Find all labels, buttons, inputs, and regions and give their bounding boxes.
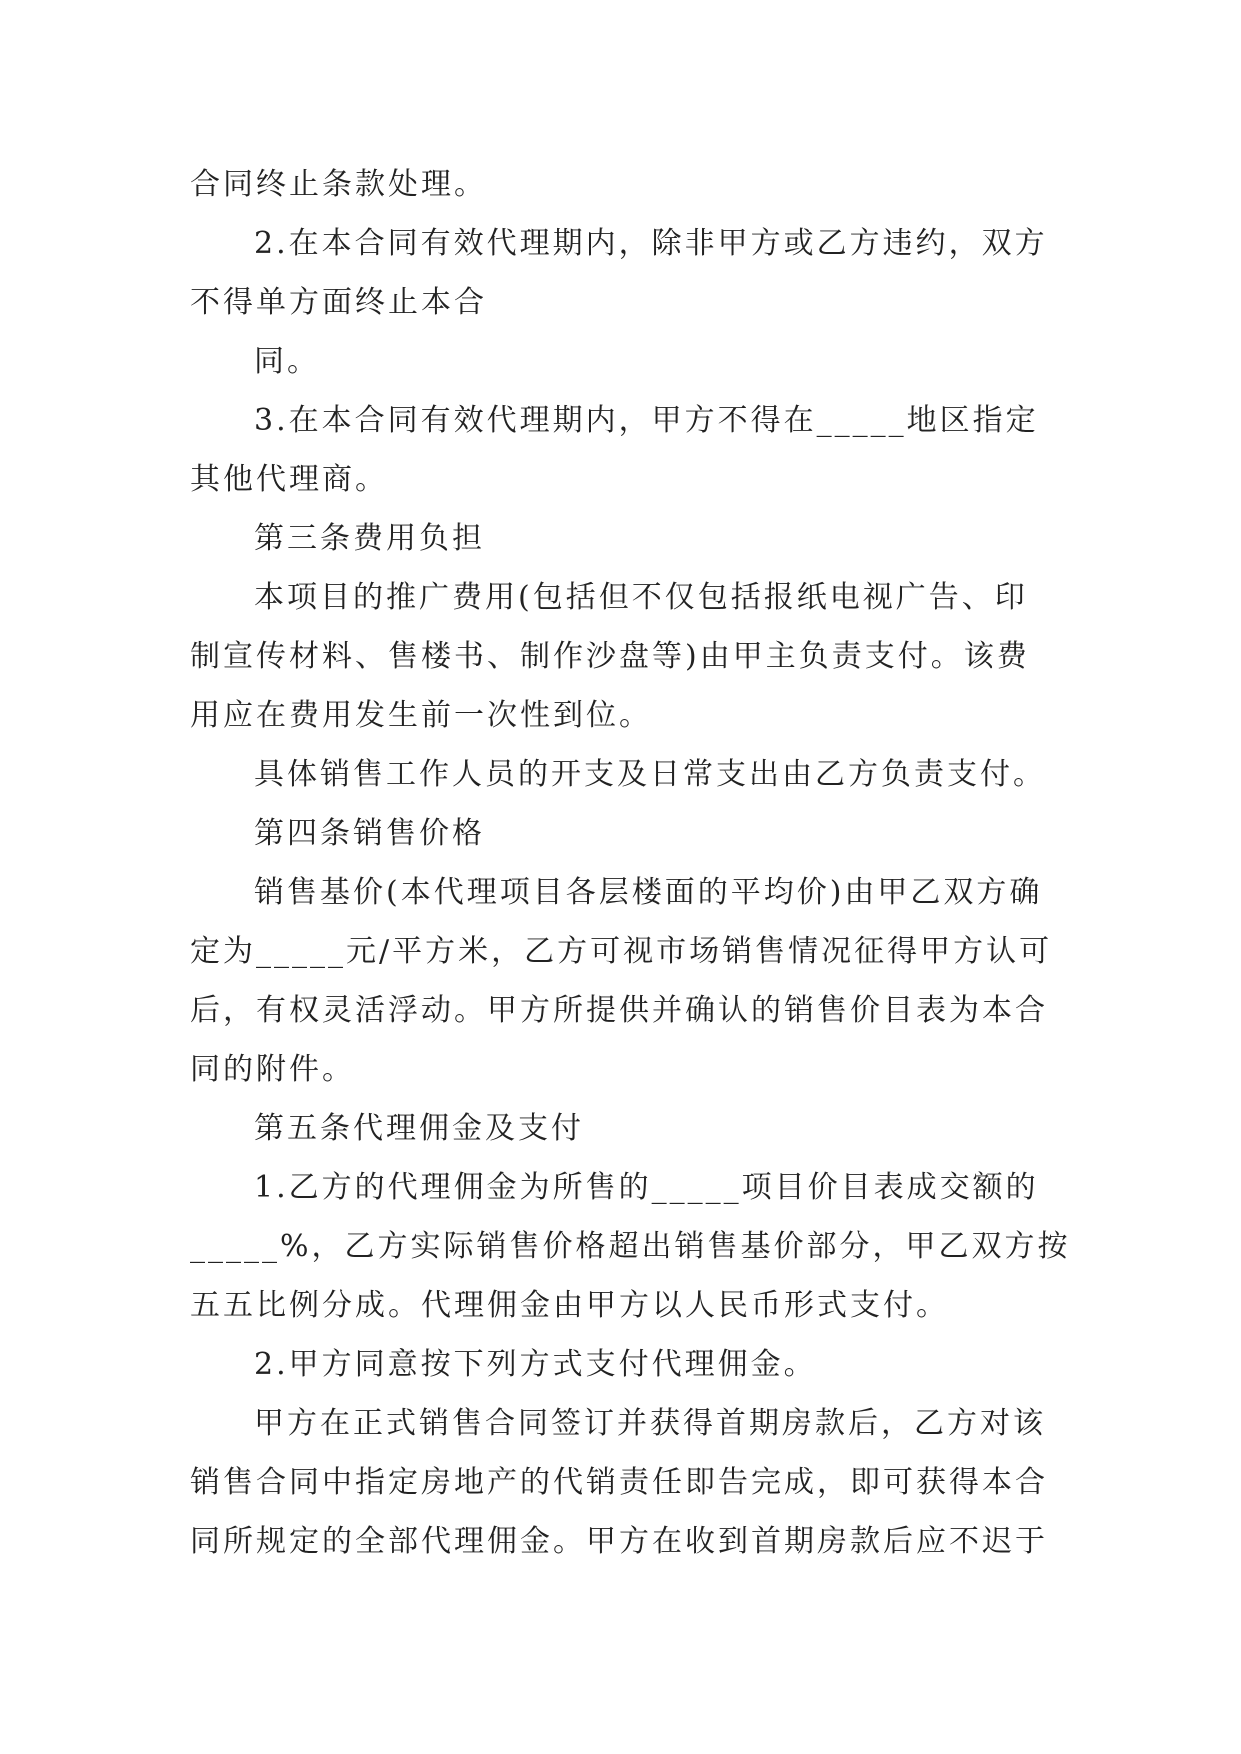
text-line: 销售基价(本代理项目各层楼面的平均价)由甲乙双方确	[254, 875, 1043, 910]
text-line: 本项目的推广费用(包括但不仅包括报纸电视广告、印	[254, 580, 1028, 615]
section-heading: 第四条销售价格	[254, 816, 485, 851]
text-line: 同的附件。	[190, 1052, 355, 1087]
text-line: 五五比例分成。代理佣金由甲方以人民币形式支付。	[190, 1288, 949, 1323]
text-line: 3.在本合同有效代理期内，甲方不得在_____地区指定	[254, 403, 1039, 438]
text-line: 用应在费用发生前一次性到位。	[190, 698, 652, 733]
text-line: 同。	[254, 344, 320, 379]
text-line: 定为_____元/平方米，乙方可视市场销售情况征得甲方认可	[190, 934, 1053, 969]
section-heading: 第三条费用负担	[254, 521, 485, 556]
text-line: 2.在本合同有效代理期内，除非甲方或乙方违约，双方	[254, 226, 1048, 261]
text-line: 制宣传材料、售楼书、制作沙盘等)由甲主负责支付。该费	[190, 639, 1030, 674]
section-heading: 第五条代理佣金及支付	[254, 1111, 584, 1146]
text-line: 2.甲方同意按下列方式支付代理佣金。	[254, 1347, 817, 1382]
text-line: 合同终止条款处理。	[190, 167, 487, 202]
text-line: 其他代理商。	[190, 462, 388, 497]
text-line: 销售合同中指定房地产的代销责任即告完成，即可获得本合	[190, 1465, 1048, 1500]
text-line: 不得单方面终止本合	[190, 285, 487, 320]
text-line: 甲方在正式销售合同签订并获得首期房款后，乙方对该	[254, 1406, 1046, 1441]
text-line: _____%，乙方实际销售价格超出销售基价部分，甲乙双方按	[190, 1229, 1071, 1264]
text-line: 同所规定的全部代理佣金。甲方在收到首期房款后应不迟于	[190, 1524, 1048, 1559]
text-line: 1.乙方的代理佣金为所售的_____项目价目表成交额的	[254, 1170, 1039, 1205]
text-line: 后，有权灵活浮动。甲方所提供并确认的销售价目表为本合	[190, 993, 1048, 1028]
text-line: 具体销售工作人员的开支及日常支出由乙方负责支付。	[254, 757, 1046, 792]
